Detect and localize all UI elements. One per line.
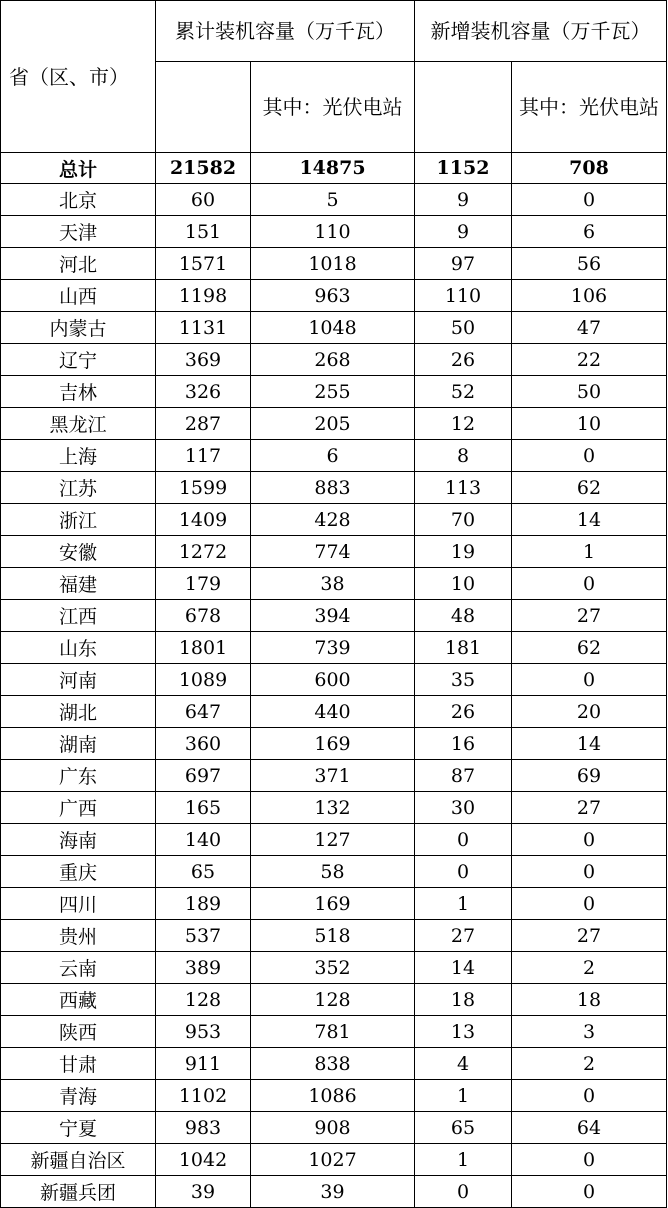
new-pv-cell: 56 [512,248,667,280]
province-cell: 吉林 [1,376,156,408]
province-cell: 河南 [1,664,156,696]
cumulative-pv-cell: 739 [251,632,415,664]
cumulative-cell: 1089 [156,664,251,696]
province-cell: 云南 [1,952,156,984]
new-pv-cell: 14 [512,504,667,536]
new-pv-cell: 20 [512,696,667,728]
cumulative-pv-cell: 169 [251,888,415,920]
province-cell: 北京 [1,184,156,216]
table-row [1,920,667,952]
new-cell: 0 [415,856,512,888]
province-cell: 江苏 [1,472,156,504]
table-row [1,792,667,824]
table-row [1,1080,667,1112]
cumulative-pv-cell: 428 [251,504,415,536]
new-cell: 8 [415,440,512,472]
table-body [1,153,667,1208]
table-row [1,984,667,1016]
new-cell: 35 [415,664,512,696]
new-cell: 26 [415,696,512,728]
new-pv-cell: 14 [512,728,667,760]
new-cell: 27 [415,920,512,952]
new-cell: 65 [415,1112,512,1144]
cumulative-cell: 326 [156,376,251,408]
table-row [1,696,667,728]
cumulative-pv-cell: 1018 [251,248,415,280]
cumulative-cell: 697 [156,760,251,792]
province-cell: 湖南 [1,728,156,760]
new-cell: 0 [415,1176,512,1208]
table-row [1,408,667,440]
province-cell: 黑龙江 [1,408,156,440]
new-pv-cell: 0 [512,664,667,696]
new-pv-cell: 0 [512,184,667,216]
new-cell: 181 [415,632,512,664]
cumulative-cell: 140 [156,824,251,856]
new-cell: 9 [415,216,512,248]
table-row [1,1016,667,1048]
cumulative-cell: 1131 [156,312,251,344]
table-row [1,280,667,312]
new-pv-cell: 1 [512,536,667,568]
province-cell: 西藏 [1,984,156,1016]
cumulative-pv-cell: 838 [251,1048,415,1080]
new-cell: 13 [415,1016,512,1048]
cumulative-cell: 128 [156,984,251,1016]
cumulative-cell: 1599 [156,472,251,504]
new-cell: 16 [415,728,512,760]
table-row [1,664,667,696]
new-cell: 12 [415,408,512,440]
cumulative-cell: 39 [156,1176,251,1208]
cumulative-pv-cell: 781 [251,1016,415,1048]
new-cell: 14 [415,952,512,984]
new-cell: 18 [415,984,512,1016]
new-pv-cell: 0 [512,1176,667,1208]
province-cell: 贵州 [1,920,156,952]
total-row [1,153,667,184]
table-row [1,632,667,664]
cumulative-pv-cell: 1027 [251,1144,415,1176]
new-pv-cell: 0 [512,888,667,920]
cumulative-cell: 953 [156,1016,251,1048]
cumulative-pv-cell: 39 [251,1176,415,1208]
province-cell: 上海 [1,440,156,472]
province-cell: 湖北 [1,696,156,728]
new-pv-cell: 3 [512,1016,667,1048]
cumulative-cell: 60 [156,184,251,216]
cumulative-cell: 165 [156,792,251,824]
header-new-pv: 其中：光伏电站 [512,62,667,153]
new-pv-cell: 47 [512,312,667,344]
table-row [1,568,667,600]
cumulative-cell: 1571 [156,248,251,280]
new-pv-cell: 27 [512,920,667,952]
province-cell: 江西 [1,600,156,632]
new-cell: 1 [415,888,512,920]
province-cell: 新疆兵团 [1,1176,156,1208]
cumulative-pv-cell: 518 [251,920,415,952]
table-row [1,1144,667,1176]
cumulative-cell: 189 [156,888,251,920]
cumulative-pv-cell: 394 [251,600,415,632]
cumulative-pv-cell: 169 [251,728,415,760]
new-cell: 113 [415,472,512,504]
new-pv-cell: 69 [512,760,667,792]
cumulative-cell: 1198 [156,280,251,312]
province-cell: 山西 [1,280,156,312]
header-province: 省（区、市） [1,1,156,153]
table-row [1,184,667,216]
table-row [1,440,667,472]
table-row [1,1112,667,1144]
table-row [1,344,667,376]
province-cell: 天津 [1,216,156,248]
new-pv-cell: 106 [512,280,667,312]
province-cell: 海南 [1,824,156,856]
total-cumulative-pv: 14875 [251,153,415,184]
total-new-pv: 708 [512,153,667,184]
province-cell: 内蒙古 [1,312,156,344]
new-pv-cell: 0 [512,568,667,600]
cumulative-cell: 1272 [156,536,251,568]
cumulative-pv-cell: 205 [251,408,415,440]
cumulative-pv-cell: 268 [251,344,415,376]
cumulative-cell: 287 [156,408,251,440]
table-row [1,1048,667,1080]
province-cell: 青海 [1,1080,156,1112]
province-cell: 山东 [1,632,156,664]
new-pv-cell: 0 [512,824,667,856]
header-cumulative-pv: 其中：光伏电站 [251,62,415,153]
cumulative-cell: 911 [156,1048,251,1080]
new-cell: 70 [415,504,512,536]
new-cell: 0 [415,824,512,856]
new-cell: 26 [415,344,512,376]
cumulative-pv-cell: 128 [251,984,415,1016]
new-cell: 110 [415,280,512,312]
cumulative-cell: 179 [156,568,251,600]
new-cell: 10 [415,568,512,600]
total-new: 1152 [415,153,512,184]
new-pv-cell: 62 [512,632,667,664]
cumulative-pv-cell: 440 [251,696,415,728]
new-pv-cell: 0 [512,440,667,472]
new-cell: 19 [415,536,512,568]
table-row [1,248,667,280]
table-row [1,312,667,344]
new-cell: 30 [415,792,512,824]
cumulative-pv-cell: 600 [251,664,415,696]
table-row [1,952,667,984]
cumulative-cell: 983 [156,1112,251,1144]
new-pv-cell: 27 [512,600,667,632]
new-pv-cell: 2 [512,952,667,984]
cumulative-cell: 117 [156,440,251,472]
cumulative-cell: 1801 [156,632,251,664]
new-cell: 9 [415,184,512,216]
province-cell: 广东 [1,760,156,792]
header-cumulative: 累计装机容量（万千瓦） [156,1,415,62]
province-cell: 辽宁 [1,344,156,376]
province-cell: 新疆自治区 [1,1144,156,1176]
new-pv-cell: 10 [512,408,667,440]
cumulative-pv-cell: 352 [251,952,415,984]
new-pv-cell: 2 [512,1048,667,1080]
new-cell: 97 [415,248,512,280]
table-row [1,536,667,568]
cumulative-cell: 647 [156,696,251,728]
header-cumulative-blank [156,62,251,153]
new-cell: 1 [415,1080,512,1112]
total-cumulative: 21582 [156,153,251,184]
cumulative-cell: 360 [156,728,251,760]
cumulative-pv-cell: 908 [251,1112,415,1144]
table-row [1,376,667,408]
new-cell: 52 [415,376,512,408]
cumulative-pv-cell: 1048 [251,312,415,344]
cumulative-pv-cell: 255 [251,376,415,408]
table-row [1,824,667,856]
province-cell: 浙江 [1,504,156,536]
table-row [1,1176,667,1208]
cumulative-cell: 1042 [156,1144,251,1176]
total-label: 总计 [1,153,156,184]
cumulative-pv-cell: 110 [251,216,415,248]
province-cell: 安徽 [1,536,156,568]
cumulative-cell: 151 [156,216,251,248]
new-pv-cell: 62 [512,472,667,504]
cumulative-pv-cell: 5 [251,184,415,216]
new-pv-cell: 0 [512,1144,667,1176]
table-row [1,600,667,632]
table-row [1,760,667,792]
new-pv-cell: 27 [512,792,667,824]
cumulative-cell: 65 [156,856,251,888]
new-cell: 1 [415,1144,512,1176]
new-cell: 87 [415,760,512,792]
province-cell: 四川 [1,888,156,920]
province-cell: 福建 [1,568,156,600]
table-row [1,472,667,504]
new-pv-cell: 6 [512,216,667,248]
new-pv-cell: 18 [512,984,667,1016]
cumulative-pv-cell: 774 [251,536,415,568]
table-row [1,504,667,536]
new-pv-cell: 50 [512,376,667,408]
province-cell: 河北 [1,248,156,280]
cumulative-cell: 1102 [156,1080,251,1112]
province-cell: 陕西 [1,1016,156,1048]
cumulative-pv-cell: 6 [251,440,415,472]
cumulative-pv-cell: 58 [251,856,415,888]
cumulative-pv-cell: 371 [251,760,415,792]
table-row [1,856,667,888]
cumulative-cell: 678 [156,600,251,632]
new-pv-cell: 0 [512,856,667,888]
cumulative-cell: 537 [156,920,251,952]
new-cell: 50 [415,312,512,344]
new-pv-cell: 64 [512,1112,667,1144]
header-new-blank [415,62,512,153]
cumulative-pv-cell: 38 [251,568,415,600]
cumulative-pv-cell: 127 [251,824,415,856]
province-cell: 宁夏 [1,1112,156,1144]
province-cell: 甘肃 [1,1048,156,1080]
new-pv-cell: 0 [512,1080,667,1112]
table-row [1,216,667,248]
province-cell: 重庆 [1,856,156,888]
table-row [1,888,667,920]
cumulative-pv-cell: 883 [251,472,415,504]
cumulative-cell: 1409 [156,504,251,536]
cumulative-pv-cell: 963 [251,280,415,312]
new-cell: 48 [415,600,512,632]
new-pv-cell: 22 [512,344,667,376]
new-cell: 4 [415,1048,512,1080]
table-row [1,728,667,760]
cumulative-pv-cell: 1086 [251,1080,415,1112]
cumulative-cell: 389 [156,952,251,984]
header-new: 新增装机容量（万千瓦） [415,1,667,62]
cumulative-cell: 369 [156,344,251,376]
province-cell: 广西 [1,792,156,824]
cumulative-pv-cell: 132 [251,792,415,824]
